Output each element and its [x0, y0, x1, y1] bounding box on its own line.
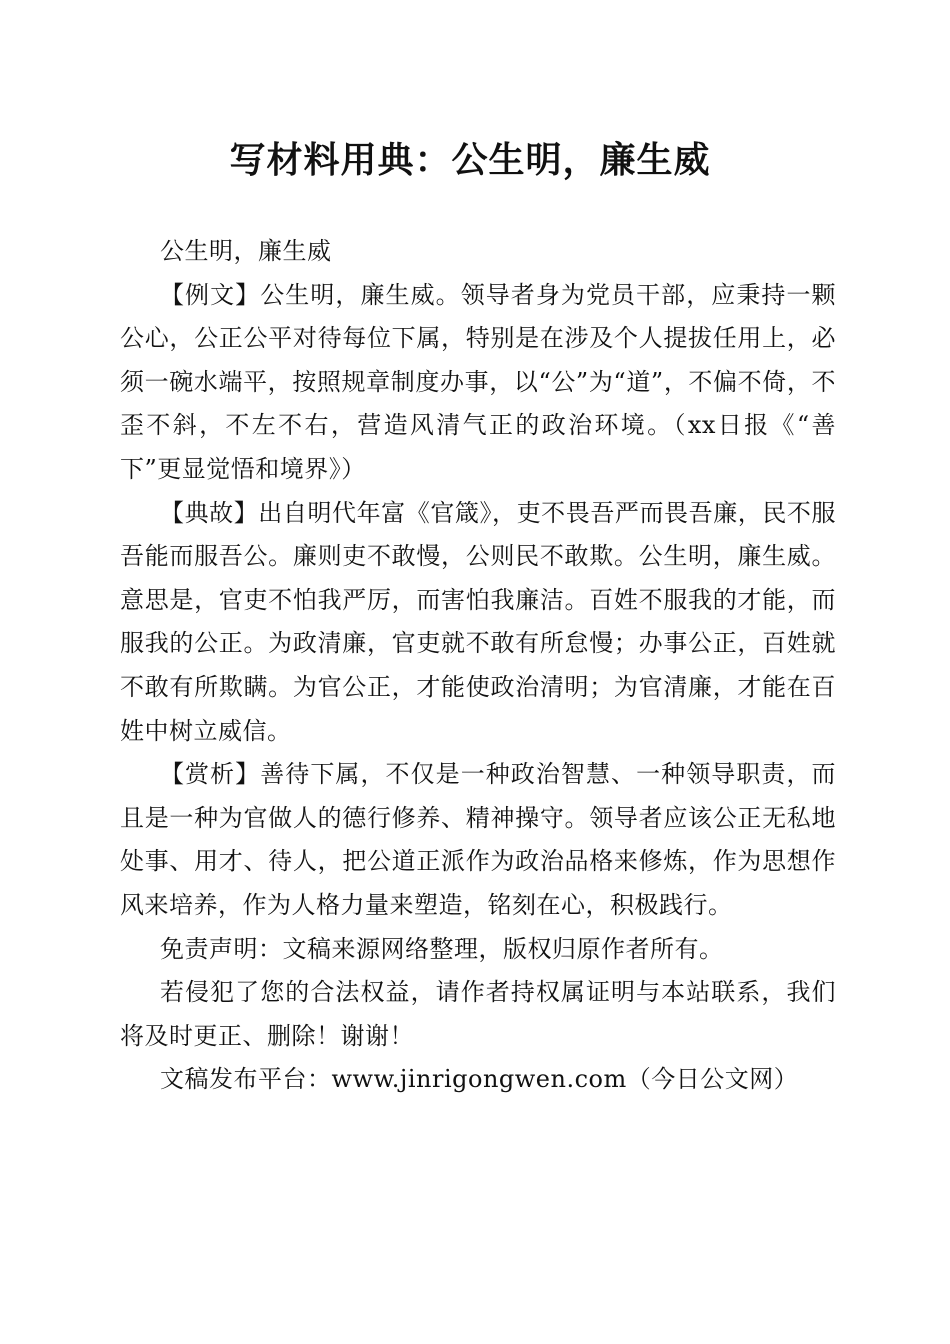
- subtitle-paragraph: 公生明，廉生威: [160, 237, 332, 265]
- contact-paragraph: 若侵犯了您的合法权益，请作者持权属证明与本站联系，我们将及时更正、删除！谢谢！: [120, 978, 836, 1050]
- disclaimer-paragraph: 免责声明：文稿来源网络整理，版权归原作者所有。: [160, 934, 724, 963]
- example-paragraph: 【例文】公生明，廉生威。领导者身为党员干部，应秉持一颗公心，公正公平对待每位下属，特别是在涉及个人提拔任用上，必须一碗水端平，按照规章制度办事，以“公”为“道”，不偏不倚，不歪不斜，不左不右，营造风清气正的政治环境。（xx日报《“善下”更显觉悟和境界》）: [120, 280, 836, 483]
- document-title: 写材料用典：公生明，廉生威: [229, 139, 711, 181]
- allusion-paragraph: 【典故】出自明代年富《官箴》，吏不畏吾严而畏吾廉，民不服吾能而服吾公。廉则吏不敢慢，公则民不敢欺。公生明，廉生威。意思是，官吏不怕我严厉，而害怕我廉洁。百姓不服我的才能，而服我的公正。为政清廉，官吏就不敢有所怠慢；办事公正，百姓就不敢有所欺瞒。为官公正，才能使政治清明；为官清廉，才能在百姓中树立威信。: [120, 498, 836, 745]
- platform-paragraph: 文稿发布平台：www.jinrigongwen.com（今日公文网）: [160, 1065, 799, 1094]
- analysis-paragraph: 【赏析】善待下属，不仅是一种政治智慧、一种领导职责，而且是一种为官做人的德行修养、精神操守。领导者应该公正无私地处事、用才、待人，把公道正派作为政治品格来修炼，作为思想作风来培养，作为人格力量来塑造，铭刻在心，积极践行。: [120, 760, 836, 919]
- document-body: [120, 230, 836, 1102]
